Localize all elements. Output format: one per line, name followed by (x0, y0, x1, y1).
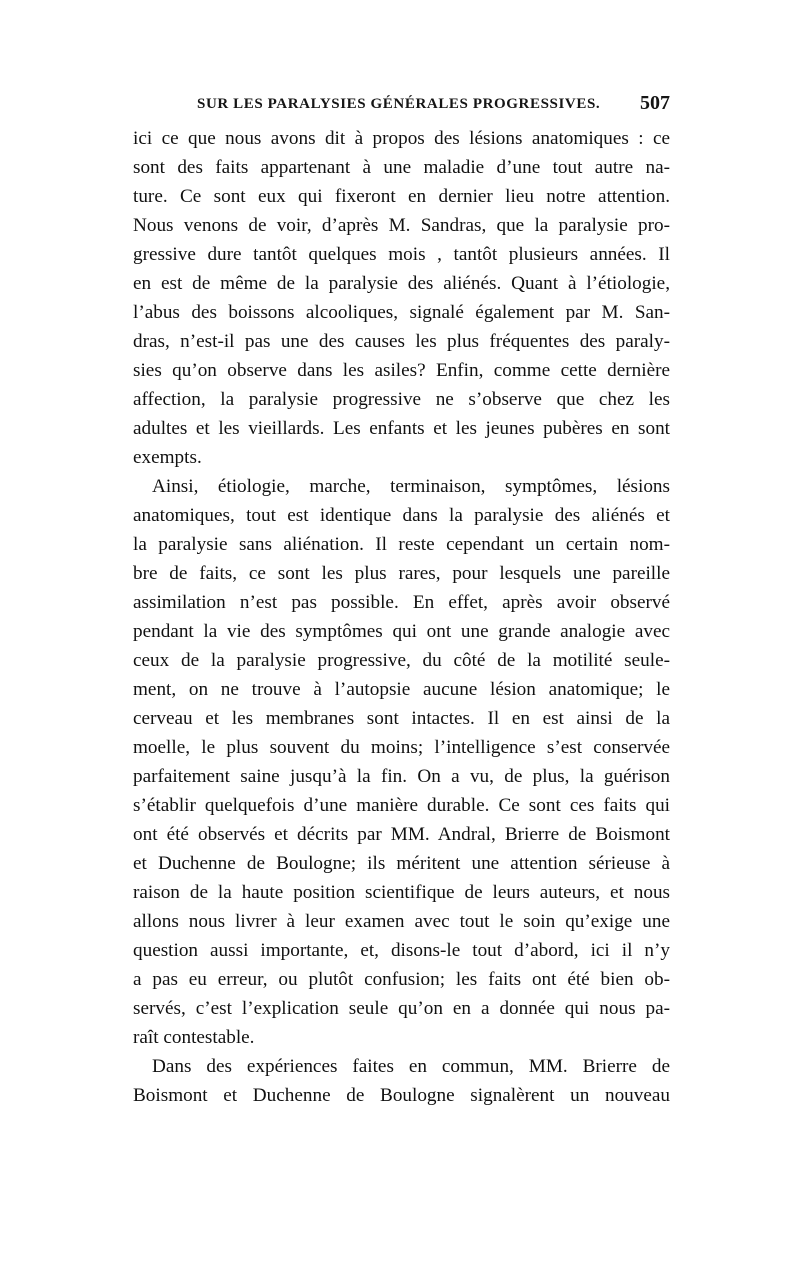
text-line: raît contestable. (133, 1027, 255, 1048)
text-line: allons nous livrer à leur examen avec tout le soin qu’exige une (133, 911, 670, 932)
text-line: ceux de la paralysie progressive, du côté de la motilité seule- (133, 650, 670, 671)
text-line: bre de faits, ce sont les plus rares, pour lesquels une pareille (133, 563, 670, 584)
text-line: pendant la vie des symptômes qui ont une grande analogie avec (133, 621, 670, 642)
text-line: moelle, le plus souvent du moins; l’intelligence s’est conservée (133, 737, 670, 758)
paragraph-3 (133, 1052, 670, 1110)
text-line: cerveau et les membranes sont intactes. Il en est ainsi de la (133, 708, 670, 729)
text-line: ici ce que nous avons dit à propos des lésions anatomiques : ce (133, 128, 670, 149)
paragraph-1 (133, 124, 670, 472)
text-line: s’établir quelquefois d’une manière durable. Ce sont ces faits qui (133, 795, 670, 816)
text-line: ment, on ne trouve à l’autopsie aucune lésion anatomique; le (133, 679, 670, 700)
text-line: sies qu’on observe dans les asiles? Enfin, comme cette dernière (133, 360, 670, 381)
running-title: SUR LES PARALYSIES GÉNÉRALES PROGRESSIVES. (197, 96, 601, 112)
text-line: en est de même de la paralysie des aliénés. Quant à l’étiologie, (133, 273, 670, 294)
book-page (133, 92, 670, 1110)
text-line: servés, c’est l’explication seule qu’on en a donnée qui nous pa- (133, 998, 670, 1019)
text-line: Ainsi, étiologie, marche, terminaison, symptômes, lésions (152, 476, 670, 497)
text-line: gressive dure tantôt quelques mois , tantôt plusieurs années. Il (133, 244, 670, 265)
running-head (133, 92, 670, 122)
text-line: raison de la haute position scientifique de leurs auteurs, et nous (133, 882, 670, 903)
text-line: Nous venons de voir, d’après M. Sandras, que la paralysie pro- (133, 215, 670, 236)
text-line: question aussi importante, et, disons-le tout d’abord, ici il n’y (133, 940, 670, 961)
text-line: exempts. (133, 447, 202, 468)
text-line: anatomiques, tout est identique dans la paralysie des aliénés et (133, 505, 670, 526)
text-line: Boismont et Duchenne de Boulogne signalèrent un nouveau (133, 1085, 670, 1106)
text-line: ture. Ce sont eux qui fixeront en dernier lieu notre attention. (133, 186, 670, 207)
text-line: sont des faits appartenant à une maladie d’une tout autre na- (133, 157, 670, 178)
text-line: Dans des expériences faites en commun, MM. Brierre de (152, 1056, 670, 1077)
text-line: affection, la paralysie progressive ne s’observe que chez les (133, 389, 670, 410)
text-line: ont été observés et décrits par MM. Andral, Brierre de Boismont (133, 824, 670, 845)
text-line: dras, n’est-il pas une des causes les plus fréquentes des paraly- (133, 331, 670, 352)
paragraph-2 (133, 472, 670, 1052)
text-line: la paralysie sans aliénation. Il reste cependant un certain nom- (133, 534, 670, 555)
page-number: 507 (640, 92, 670, 114)
text-line: assimilation n’est pas possible. En effet, après avoir observé (133, 592, 670, 613)
text-line: et Duchenne de Boulogne; ils méritent une attention sérieuse à (133, 853, 670, 874)
body-text (133, 124, 670, 1110)
text-line: adultes et les vieillards. Les enfants et les jeunes pubères en sont (133, 418, 670, 439)
text-line: a pas eu erreur, ou plutôt confusion; les faits ont été bien ob- (133, 969, 670, 990)
text-line: l’abus des boissons alcooliques, signalé également par M. San- (133, 302, 670, 323)
text-line: parfaitement saine jusqu’à la fin. On a vu, de plus, la guérison (133, 766, 670, 787)
